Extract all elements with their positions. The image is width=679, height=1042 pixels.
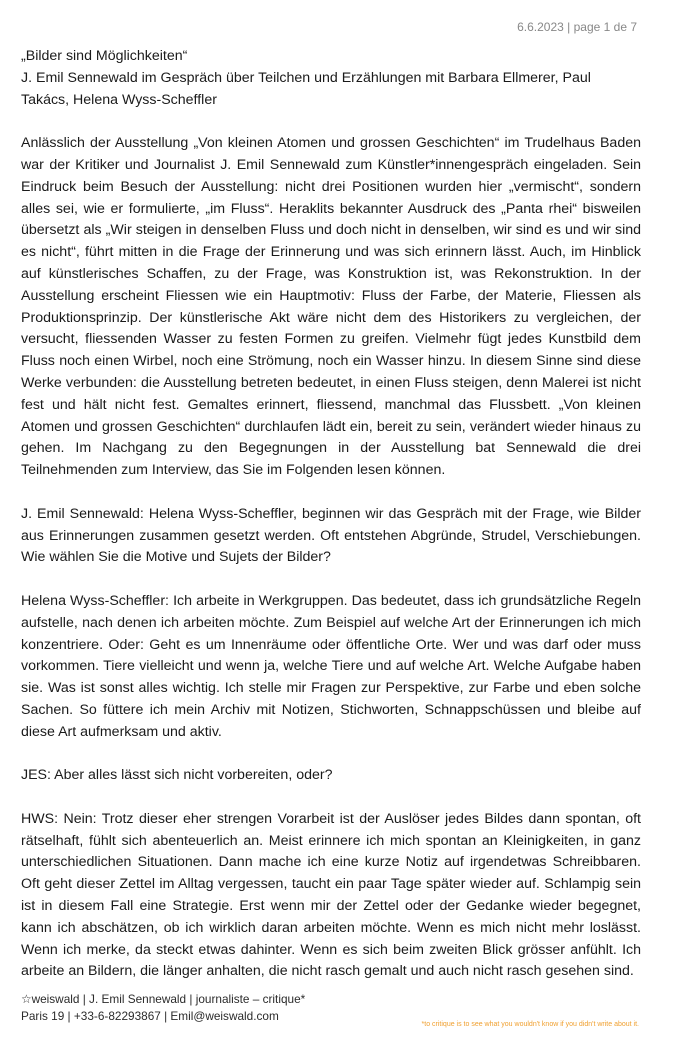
- intro-paragraph: Anlässlich der Ausstellung „Von kleinen Atomen und grossen Geschichten“ im Trudelhaus Baden war der Kritiker und Journalist J. Emil Sennewald zum Künstler*innengespräch eingeladen. Sein Eindruck beim Besuch der Ausstellung: nicht drei Positionen wurden hier „vermischt“, sondern alles sei, wie er formulierte, „im Fluss“. Heraklits bekannter Ausdruck des „Panta rhei“ bisweilen übersetzt als „Wir steigen in denselben Fluss und doch nicht in denselben, wir sind es und wir sind es nicht“, führt mitten in die Frage der Erinnerung und was sich erinnern lässt. Auch, im Hinblick auf künstlerisches Schaffen, zu der Frage, was Konstruktion ist, was Rekonstruktion. In der Ausstellung erscheint Fliessen wie ein Hauptmotiv: Fluss der Farbe, der Materie, Fliessen als Produktionsprinzip. Der künstlerische Akt wäre nicht dem des Historikers zu vergleichen, der versucht, fliessenden Wasser zu festen Formen zu greifen. Vielmehr fügt jedes Kunstbild dem Fluss noch einen Wirbel, noch eine Strömung, noch ein Wasser hinzu. In diesem Sinne sind diese Werke verbunden: die Ausstellung betreten bedeutet, in einen Fluss steigen, denn Malerei ist nicht fest und hält nicht fest. Gemaltes erinnert, fliessend, manchmal das Flussbett. „Von kleinen Atomen und grossen Geschichten“ durchlaufen lädt ein, bereit zu sein, verändert wieder hinaus zu gehen. Im Nachgang zu den Begegnungen in der Ausstellung bat Sennewald die drei Teilnehmenden zum Interview, das Sie im Folgenden lesen können.: [21, 135, 641, 479]
- footer-contact: [21, 991, 305, 1025]
- interview-question-1: J. Emil Sennewald: Helena Wyss-Scheffler, beginnen wir das Gespräch mit der Frage, wie Bilder aus Erinnerungen zusammen gesetzt werden. Oft entstehen Abgründe, Strudel, Verschiebungen. Wie wählen Sie die Motive und Sujets der Bilder?: [21, 505, 641, 566]
- footer-address-line: Paris 19 | +33-6-82293867 | Emil@weiswald.com: [21, 1009, 279, 1023]
- interview-question-2: JES: Aber alles lässt sich nicht vorbereiten, oder?: [21, 767, 333, 784]
- footer-critique-quote: *to critique is to see what you wouldn't know if you didn't write about it.: [421, 1021, 639, 1028]
- page-date-and-number: 6.6.2023 | page 1 de 7: [517, 20, 637, 34]
- interview-answer-1: Helena Wyss-Scheffler: Ich arbeite in Werkgruppen. Das bedeutet, dass ich grundsätzliche Regeln aufstelle, nach denen ich arbeiten möchte. Zum Beispiel auf welche Art der Erinnerungen ich mich konzentriere. Oder: Geht es um Innenräume oder öffentliche Orte. Wer und was darf oder muss vorkommen. Tiere vielleicht und wenn ja, welche Tiere und auf welche Art. Welche Aufgabe haben sie. Was ist sonst alles wichtig. Ich stelle mir Fragen zur Perspektive, zur Farbe und eben solche Sachen. So füttere ich mein Archiv mit Notizen, Stichworten, Schnappschüssen und bleibe auf diese Art aufmerksam und aktiv.: [21, 592, 641, 740]
- article-body: [21, 46, 641, 1005]
- article-subtitle: J. Emil Sennewald im Gespräch über Teilchen und Erzählungen mit Barbara Ellmerer, Paul Takács, Helena Wyss-Scheffler: [21, 69, 591, 108]
- footer-author-line: ☆weiswald | J. Emil Sennewald | journaliste – critique*: [21, 992, 306, 1006]
- interview-answer-2: HWS: Nein: Trotz dieser eher strengen Vorarbeit ist der Auslöser jedes Bildes dann spontan, oft rätselhaft, fühlt sich abenteuerlich an. Meist erinnere ich mich spontan an Kleinigkeiten, in ganz unterschiedlichen Situationen. Dann mache ich eine kurze Notiz auf irgendetwas Schreibbaren. Oft geht dieser Zettel im Alltag vergessen, taucht ein paar Tage später wieder auf. Schlampig sein ist in diesem Fall eine Strategie. Erst wenn mir der Zettel oder der Gedanke wieder begegnet, kann ich abschätzen, ob ich wirklich daran arbeiten möchte. Wenn es mich nicht mehr loslässt. Wenn ich merke, da steckt etwas dahinter. Wenn es sich beim zweiten Blick grösser anfühlt. Ich arbeite an Bildern, die länger anhalten, die nicht rasch gemalt und auch nicht rasch gesehen sind.: [21, 810, 641, 980]
- article-title: „Bilder sind Möglichkeiten“: [21, 48, 188, 64]
